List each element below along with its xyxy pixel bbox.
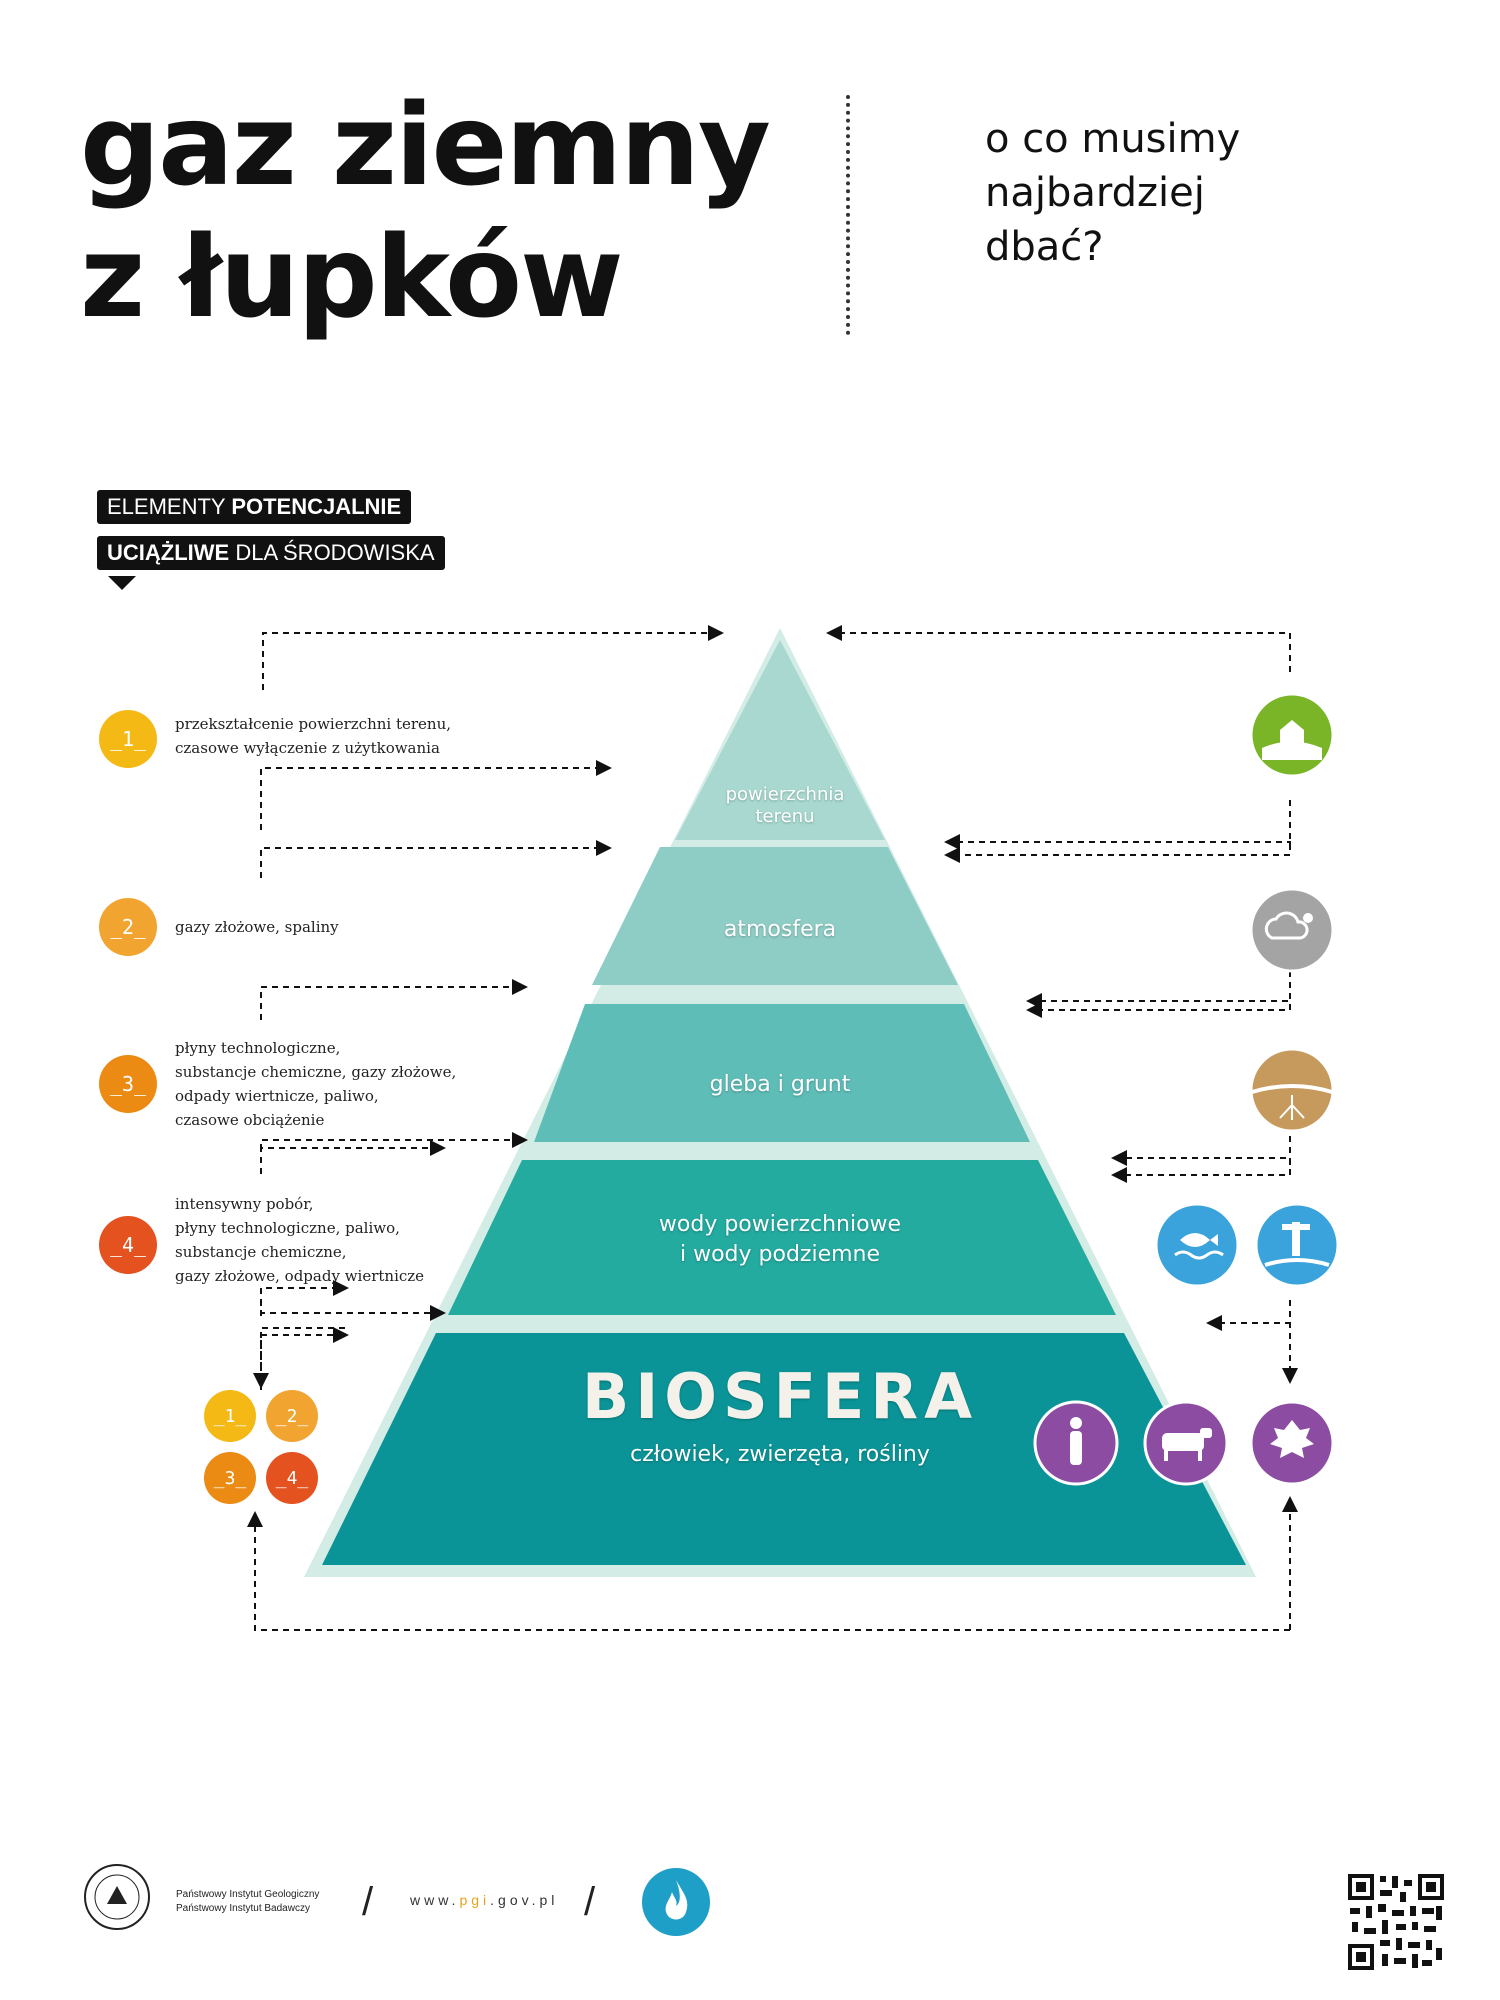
soil-roots-icon: [1251, 1049, 1333, 1131]
cluster-badge-1: _1_: [204, 1390, 256, 1442]
human-icon: [1035, 1402, 1117, 1484]
impact-4-line-1: intensywny pobór,: [175, 1195, 314, 1213]
impact-3-line-3: odpady wiertnicze, paliwo,: [175, 1087, 379, 1105]
impact-2-line-1: gazy złożowe, spaliny: [175, 918, 339, 936]
url-suffix: .gov.pl: [490, 1892, 559, 1908]
leaf-icon: [1251, 1402, 1333, 1484]
surface-water-fish-icon: [1156, 1204, 1238, 1286]
impact-3-line-4: czasowe obciążenie: [175, 1111, 325, 1129]
cluster-badge-3: _3_: [204, 1452, 256, 1504]
water-tap-icon: [1256, 1204, 1338, 1286]
layer-surface-line-2: terenu: [755, 806, 815, 827]
biosphere-title: BIOSFERA: [581, 1360, 979, 1433]
layer-surface-line-1: powierzchnia: [725, 784, 845, 805]
separator-slash-2: /: [584, 1880, 596, 1924]
title-line-1: gaz ziemny: [80, 81, 769, 211]
impact-3-description: [175, 1036, 456, 1132]
cluster-badge-4: _4_: [266, 1452, 318, 1504]
impact-4-line-4: gazy złożowe, odpady wiertnicze: [175, 1267, 425, 1285]
impact-1-description: [175, 712, 451, 760]
impact-3-line-1: płyny technologiczne,: [175, 1039, 341, 1057]
qr-code[interactable]: [1346, 1872, 1446, 1972]
tag-line-1-bold: POTENCJALNIE: [231, 494, 402, 519]
impact-1-line-2: czasowe wyłączenie z użytkowania: [175, 739, 440, 757]
pgi-seal-logo: [82, 1862, 152, 1932]
impact-2-description: [175, 915, 339, 939]
website-link[interactable]: [410, 1892, 558, 1908]
cluster-badge-2: _2_: [266, 1390, 318, 1442]
question-line-1: o co musimy: [985, 116, 1241, 162]
institute-line-2: Państwowy Instytut Badawczy: [176, 1903, 310, 1914]
layer-soil-label: gleba i grunt: [709, 1072, 851, 1097]
question-line-3: dbać?: [985, 224, 1104, 270]
house-landscape-icon: [1251, 694, 1333, 776]
flame-logo-icon: [640, 1866, 712, 1938]
layer-water-line-2: i wody podziemne: [679, 1242, 881, 1267]
tag-line-2-bold: UCIĄŻLIWE: [107, 540, 230, 565]
institute-name: [176, 1888, 319, 1916]
layer-atmosphere: [592, 847, 958, 985]
impact-badge-1: _1_: [99, 710, 157, 768]
tag-line-1-normal: ELEMENTY: [107, 494, 232, 519]
title-line-2: z łupków: [80, 213, 622, 343]
layer-water-line-1: wody powierzchniowe: [658, 1212, 902, 1237]
url-prefix: www.: [410, 1892, 460, 1908]
impact-4-line-2: płyny technologiczne, paliwo,: [175, 1219, 400, 1237]
impact-badge-3: _3_: [99, 1055, 157, 1113]
tag-line-2-normal: DLA ŚRODOWISKA: [229, 540, 435, 565]
separator-slash-1: /: [362, 1880, 374, 1924]
layer-surface-label: [680, 784, 890, 828]
layer-water-label: [580, 1210, 980, 1270]
institute-line-1: Państwowy Instytut Geologiczny: [176, 1889, 320, 1900]
impact-3-line-2: substancje chemiczne, gazy złożowe,: [175, 1063, 457, 1081]
impact-1-line-1: przekształcenie powierzchni terenu,: [175, 715, 452, 733]
layer-atmosphere-label: atmosfera: [723, 917, 837, 942]
cow-icon: [1145, 1402, 1227, 1484]
impact-4-description: [175, 1192, 424, 1288]
impact-badge-2: _2_: [99, 898, 157, 956]
impact-4-line-3: substancje chemiczne,: [175, 1243, 347, 1261]
question-line-2: najbardziej: [985, 170, 1205, 216]
impact-badge-4: _4_: [99, 1216, 157, 1274]
url-highlight: pgi: [459, 1892, 491, 1908]
biosphere-subtitle: człowiek, zwierzęta, rośliny: [630, 1442, 930, 1467]
weather-cloud-icon: [1251, 889, 1333, 971]
